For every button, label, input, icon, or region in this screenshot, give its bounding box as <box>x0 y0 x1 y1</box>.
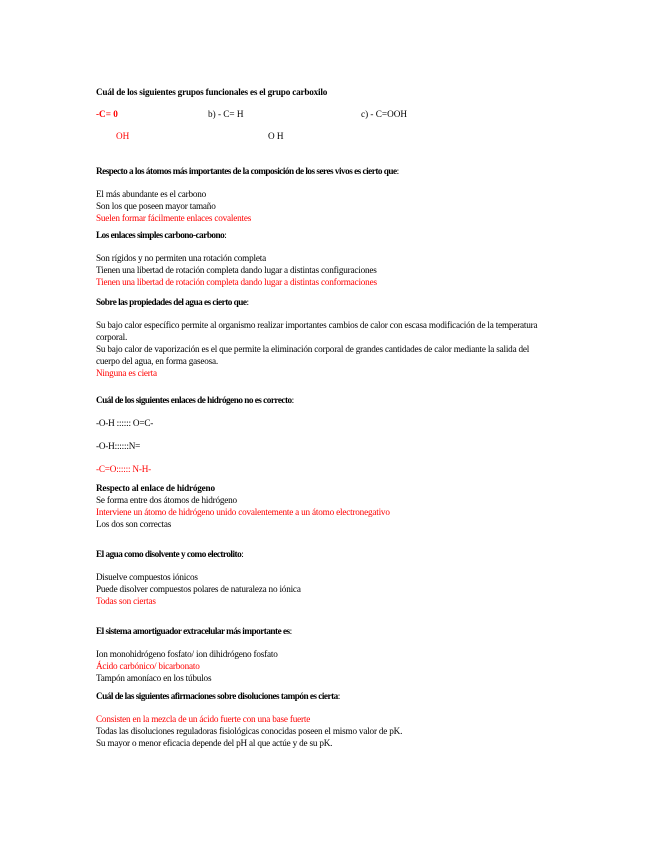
option-1: Disuelve compuestos iónicos <box>96 572 198 582</box>
question-8 <box>96 625 292 684</box>
question-prompt: Cuál de los siguientes enlaces de hidrógeno no es correcto <box>96 395 292 405</box>
option-1: El más abundante es el carbono <box>96 189 207 199</box>
option-2: -O-H::::::N= <box>96 441 141 451</box>
option-1-answer: Consisten en la mezcla de un ácido fuerte con una base fuerte <box>96 714 311 724</box>
option-b-subscript: O H <box>268 131 284 141</box>
option-c: c) - C=OOH <box>361 109 408 119</box>
question-2 <box>96 165 399 224</box>
option-1: Se forma entre dos átomos de hidrógeno <box>96 495 237 505</box>
option-2: Su bajo calor de vaporización es el que permite la eliminación corporal de grandes cantidades de calor mediante la salida del cuerpo del agua, en forma gaseosa. <box>96 344 530 366</box>
option-3-answer: -C=O:::::: N-H- <box>96 464 152 474</box>
question-4 <box>96 296 546 379</box>
prompt-colon: : <box>396 166 399 176</box>
option-3-answer: Suelen formar fácilmente enlaces covalentes <box>96 213 252 223</box>
question-7 <box>96 548 301 607</box>
question-1 <box>96 86 327 98</box>
option-2-answer: Interviene un átomo de hidrógeno unido covalentemente a un átomo electronegativo <box>96 507 390 517</box>
question-prompt: El sistema amortiguador extracelular más importante es <box>96 626 290 636</box>
question-prompt: Respecto al enlace de hidrógeno <box>96 483 215 493</box>
question-prompt: Los enlaces simples carbono-carbono <box>96 230 225 240</box>
prompt-colon: : <box>291 395 295 405</box>
option-b: b) - C= H <box>208 109 244 119</box>
prompt-colon: : <box>289 626 292 636</box>
prompt-colon: : <box>246 297 249 307</box>
option-1: Son rígidos y no permiten una rotación completa <box>96 253 266 263</box>
option-3: Tampón amoníaco en los túbulos <box>96 673 212 683</box>
question-9 <box>96 690 402 749</box>
option-1: Su bajo calor específico permite al organismo realizar importantes cambios de calor con escasa modificación de la temperatura corporal. <box>96 320 538 342</box>
question-prompt: Cuál de los siguientes grupos funcionales es el grupo carboxilo <box>96 87 328 97</box>
question-prompt: Sobre las propiedades del agua es cierto que <box>96 297 247 307</box>
option-2: Son los que poseen mayor tamaño <box>96 201 216 211</box>
option-2-answer: Ácido carbónico/ bicarbonato <box>96 661 200 671</box>
question-3 <box>96 229 377 288</box>
question-6 <box>96 482 390 530</box>
option-1: Ion monohidrógeno fosfato/ ion dihidrógeno fosfato <box>96 649 278 659</box>
option-3-answer: Tienen una libertad de rotación completa dando lugar a distintas conformaciones <box>96 277 377 287</box>
option-3-answer: Todas son ciertas <box>96 596 156 606</box>
option-a: -C= 0 <box>96 109 118 119</box>
prompt-colon: : <box>224 230 227 240</box>
option-a-subscript: OH <box>116 131 130 141</box>
question-prompt: El agua como disolvente y como electrolito <box>96 549 242 559</box>
option-2: Tienen una libertad de rotación completa dando lugar a distintas configuraciones <box>96 265 377 275</box>
question-prompt: Respecto a los átomos más importantes de la composición de los seres vivos es cierto que <box>96 166 397 176</box>
option-1: -O-H :::::: O=C- <box>96 418 154 428</box>
option-2: Puede disolver compuestos polares de naturaleza no iónica <box>96 584 301 594</box>
option-3: Su mayor o menor eficacia depende del pH al que actúe y de su pK. <box>96 738 333 748</box>
question-5 <box>96 394 294 475</box>
option-3-answer: Ninguna es cierta <box>96 368 157 378</box>
prompt-colon: : <box>241 549 244 559</box>
option-2: Todas las disoluciones reguladoras fisiológicas conocidas poseen el mismo valor de pK. <box>96 726 403 736</box>
option-3: Los dos son correctas <box>96 519 172 529</box>
question-prompt: Cuál de las siguientes afirmaciones sobre disoluciones tampón es cierta <box>96 691 338 701</box>
prompt-colon: : <box>337 691 341 701</box>
